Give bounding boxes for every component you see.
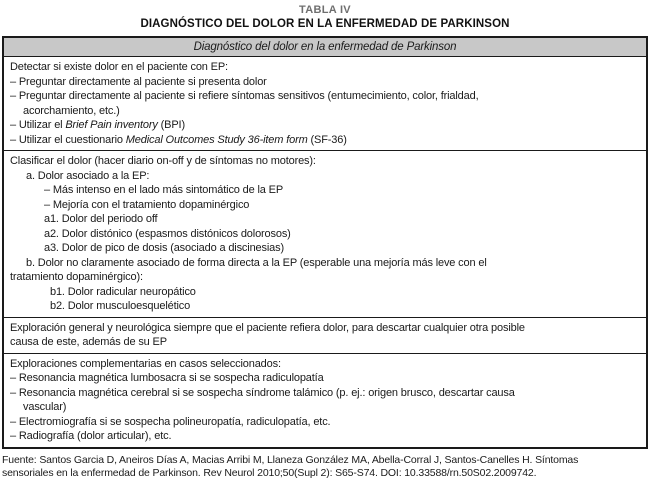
- table-line: – Preguntar directamente al paciente si refiere síntomas sensitivos (entumecimiento, color, frialdad,: [10, 90, 479, 102]
- table-line: a3. Dolor de pico de dosis (asociado a discinesias): [44, 242, 284, 254]
- table-line: a1. Dolor del periodo off: [44, 213, 158, 225]
- table-section: [4, 353, 646, 447]
- table-line: – Preguntar directamente al paciente si presenta dolor: [10, 75, 267, 88]
- table-line: vascular): [23, 401, 67, 413]
- table-line: acorchamiento, etc.): [23, 104, 120, 117]
- table-line: – Mejoría con el tratamiento dopaminérgico: [44, 198, 250, 211]
- table-line: Exploraciones complementarias en casos seleccionados:: [10, 357, 281, 370]
- table-section: [4, 57, 646, 150]
- table-section: [4, 150, 646, 317]
- title-block: [0, 0, 650, 32]
- table-body: [4, 57, 646, 447]
- table-line: b1. Dolor radicular neuropático: [50, 285, 196, 298]
- table-line: Clasificar el dolor (hacer diario on-off y de síntomas no motores):: [10, 155, 316, 167]
- table-line: – Utilizar el Brief Pain inventory (BPI): [10, 119, 185, 131]
- citation-line: Fuente: Santos Garcia D, Aneiros Días A, Macias Arribi M, Llaneza González MA, Abella-Corral J, Santos-Canelles H. Síntomas: [2, 453, 579, 466]
- table-line: a. Dolor asociado a la EP:: [26, 169, 150, 182]
- table-line: causa de este, además de su EP: [10, 336, 167, 348]
- table-line: b2. Dolor musculoesquelético: [50, 300, 191, 312]
- table-header: Diagnóstico del dolor en la enfermedad de Parkinson: [4, 38, 646, 57]
- table-line: b. Dolor no claramente asociado de forma directa a la EP (esperable una mejoría más leve con el: [26, 256, 487, 269]
- citation-line: sensoriales en la enfermedad de Parkinson. Rev Neurol 2010;50(Supl 2): S65-S74. DOI: 10.33588/rn.50S02.2009742.: [2, 467, 537, 479]
- table-section: [4, 317, 646, 353]
- source-citation: [2, 454, 648, 481]
- table-line: – Más intenso en el lado más sintomático de la EP: [44, 184, 284, 196]
- table-line: tratamiento dopaminérgico):: [10, 271, 143, 283]
- table-line: Detectar si existe dolor en el paciente con EP:: [10, 61, 228, 73]
- table-line: Exploración general y neurológica siempre que el paciente refiera dolor, para descartar cualquier otra posible: [10, 321, 525, 334]
- table-line: – Utilizar el cuestionario Medical Outcomes Study 36-item form (SF-36): [10, 133, 347, 146]
- diagnosis-table: [2, 36, 648, 449]
- table-line: – Electromiografía si se sospecha polineuropatía, radiculopatía, etc.: [10, 415, 331, 428]
- table-line: – Radiografía (dolor articular), etc.: [10, 430, 172, 442]
- table-line: – Resonancia magnética cerebral si se sospecha síndrome talámico (p. ej.: origen brusco, descartar causa: [10, 386, 515, 399]
- table-line: – Resonancia magnética lumbosacra si se sospecha radiculopatía: [10, 372, 324, 384]
- page-title: DIAGNÓSTICO DEL DOLOR EN LA ENFERMEDAD DE PARKINSON: [140, 18, 510, 30]
- table-line: a2. Dolor distónico (espasmos distónicos dolorosos): [44, 227, 291, 240]
- table-label: TABLA IV: [299, 4, 351, 16]
